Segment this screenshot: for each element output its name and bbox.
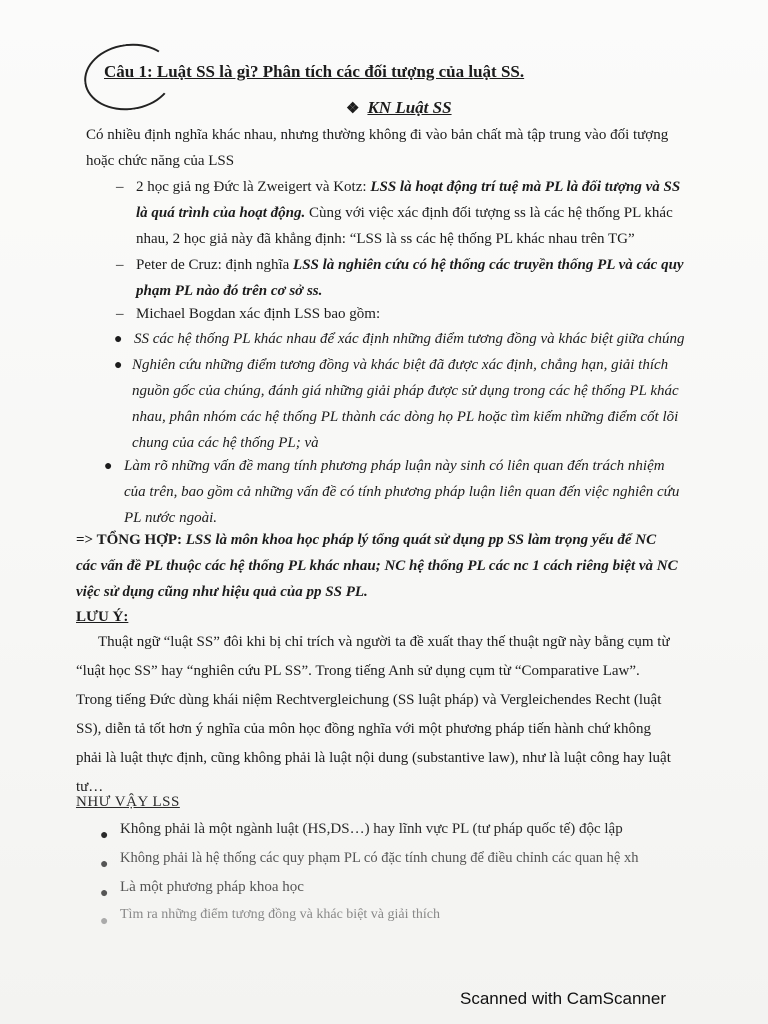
camscanner-watermark: Scanned with CamScanner bbox=[460, 989, 667, 1008]
scanned-page: Câu 1: Luật SS là gì? Phân tích các đối tượng của luật SS. ❖ KN Luật SS Có nhiều định nghĩa khác nhau, nhưng thường không đi vào bản chất mà tập trung vào đối tượng hoặc chức năng của LSS – 2 học giả ng Đức là Zweigert và Kotz: LSS là hoạt động trí tuệ mà PL là đối tượng và SS là quá trình của hoạt động. Cùng với việc xác định đối tượng ss là các hệ thống PL khác nhau, 2 học giả này đã khẳng định: “LSS là ss các hệ thống PL khác nhau trên TG” – Peter de Cruz: định nghĩa LSS là nghiên cứu có hệ thống các truyền thống PL và các quy phạm PL nào đó trên cơ sở ss. – Michael Bogdan xác định LSS bao gồm: ● SS các hệ thống PL khác nhau để xác định những điểm tương đồng và khác biệt giữa chúng ● Nghiên cứu những điểm tương đồng và khác biệt đã được xác định, chẳng hạn, giải thích nguồn gốc của chúng, đánh giá những giải pháp được sử dụng trong các hệ thống PL khác nhau, phân nhóm các hệ thống PL thành các dòng họ PL hoặc tìm kiếm những điểm cốt lõi chung của các hệ thống PL; và ● Làm rõ những vấn đề mang tính phương pháp luận này sinh có liên quan đến trách nhiệm của trên, bao gồm cả những vấn đề có tính phương pháp luận liên quan đến việc nghiên cứu PL nước ngoài. => TỔNG HỢP: LSS là môn khoa học pháp lý tổng quát sử dụng pp SS làm trọng yếu để NC các vấn đề PL thuộc các hệ thống PL khác nhau; NC hệ thống PL các nc 1 cách riêng biệt và NC việc sử dụng cũng như hiệu quả của pp SS PL. LƯU Ý: Thuật ngữ “luật SS” đôi khi bị chỉ trích và người ta đề xuất thay thế thuật ngữ này bằng cụm từ “luật học SS” hay “nghiên cứu PL SS”. Trong tiếng Anh sử dụng cụm từ “Comparative Law”. Trong tiếng Đức dùng khái niệm Rechtvergleichung (SS luật pháp) và Vergleichendes Recht (luật SS), diễn tả tốt hơn ý nghĩa của môn học đồng nghĩa với một phương pháp tiến hành chứ không phải là luật thực định, cũng không phải là luật nội dung (substantive law), như là luật công hay luật tư… NHƯ VẬY LSS ● Không phải là một ngành luật (HS,DS…) hay lĩnh vực PL (tư pháp quốc tế) độc lập ● Không phải là hệ thống các quy phạm PL có đặc tính chung để điều chỉnh các quan hệ xh ● Là một phương pháp khoa học ● Tìm ra những điểm tương đồng và khác biệt và giải thích Scanned with CamScanner bbox=[0, 0, 768, 1024]
page-title: Câu 1: Luật SS là gì? Phân tích các đối tượng của luật SS. bbox=[104, 62, 525, 81]
bullet-dot: ● bbox=[114, 332, 123, 347]
bullet-dot: ● bbox=[104, 459, 113, 474]
nhu-vay-heading: NHƯ VẬY LSS bbox=[76, 794, 180, 810]
section-heading-kn: ❖ KN Luật SS bbox=[346, 98, 452, 117]
luu-y-paragraph: Thuật ngữ “luật SS” đôi khi bị chỉ trích và người ta đề xuất thay thế thuật ngữ này bằng cụm từ “luật học SS” hay “nghiên cứu PL SS”. Trong tiếng Anh sử dụng cụm từ “Comparative Law”. Trong tiếng Đức dùng khái niệm Rechtvergleichung (SS luật pháp) và Vergleichendes Recht (luật SS), diễn tả tốt hơn ý nghĩa của môn học đồng nghĩa với một phương pháp tiến hành chứ không phải là luật thực định, cũng không phải là luật nội dung (substantive law), như là luật công hay luật tư… bbox=[76, 634, 671, 795]
bullet-dot: ● bbox=[114, 358, 123, 373]
bullet-dot: ● bbox=[100, 828, 109, 843]
luu-y-heading: LƯU Ý: bbox=[76, 609, 129, 625]
summary-paragraph: => TỔNG HỢP: LSS là môn khoa học pháp lý tổng quát sử dụng pp SS làm trọng yếu để NC các vấn đề PL thuộc các hệ thống PL khác nhau; NC hệ thống PL các nc 1 cách riêng biệt và NC việc sử dụng cũng như hiệu quả của pp SS PL. bbox=[76, 532, 678, 600]
bullet-dot: ● bbox=[100, 886, 109, 901]
intro-paragraph: Có nhiều định nghĩa khác nhau, nhưng thường không đi vào bản chất mà tập trung vào đối tượng hoặc chức năng của LSS bbox=[86, 127, 669, 169]
dash-bullet: – bbox=[116, 179, 124, 195]
bullet-dot: ● bbox=[100, 857, 109, 872]
dash-bullet: – bbox=[116, 257, 124, 273]
bullet-dot: ● bbox=[100, 914, 109, 929]
diamond-bullet-icon: ❖ bbox=[346, 101, 360, 117]
dash-bullet: – bbox=[116, 306, 124, 322]
